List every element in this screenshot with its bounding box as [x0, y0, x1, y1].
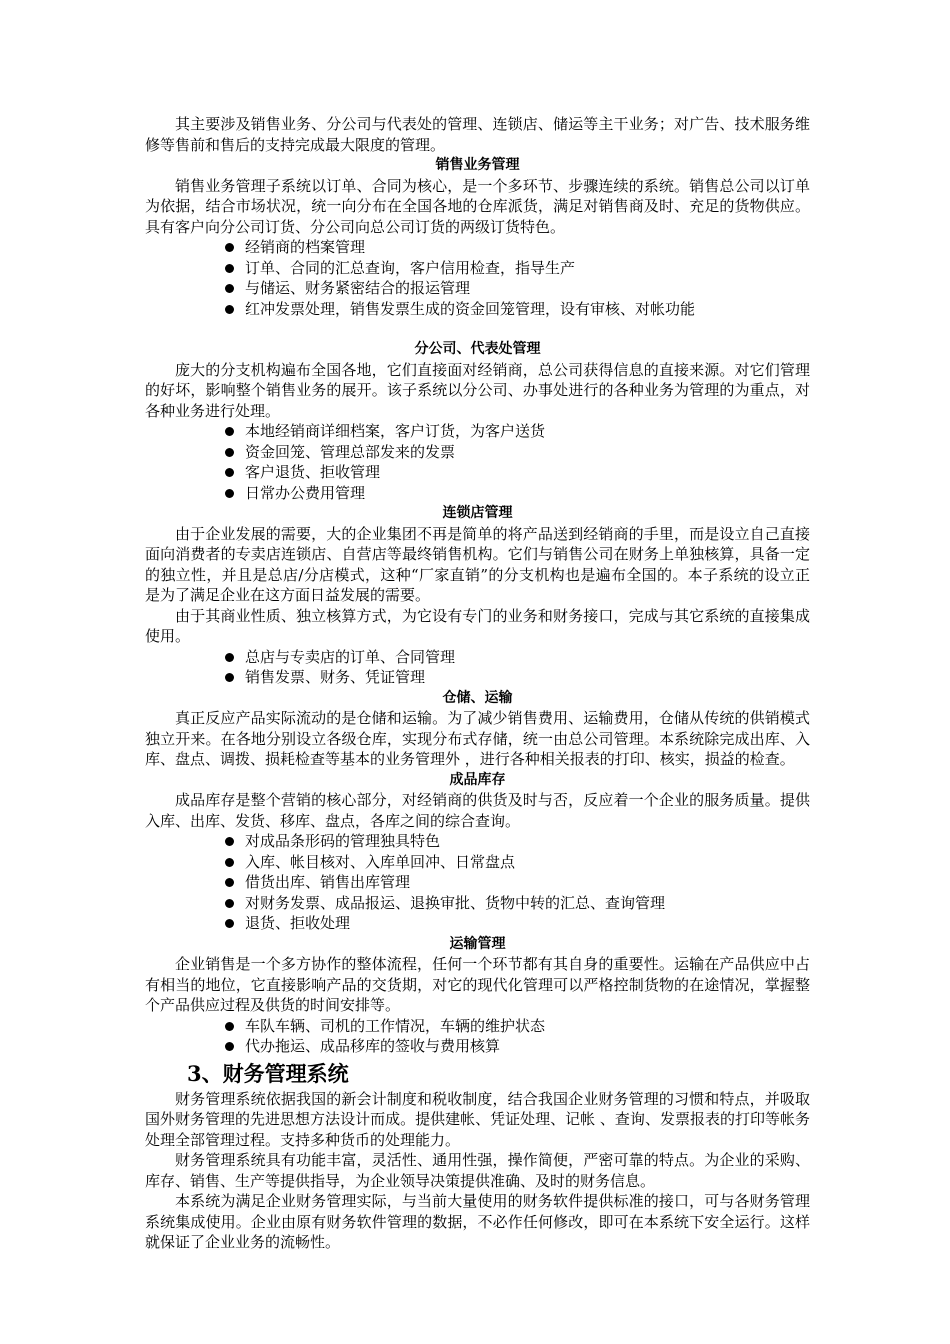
- bullet-icon: [225, 653, 234, 662]
- list-item: 代办拖运、成品移库的签收与费用核算: [225, 1036, 810, 1057]
- finance-paragraph-1: 财务管理系统依据我国的新会计制度和税收制度，结合我国企业财务管理的习惯和特点，并吸取国外财务管理的先进思想方法设计而成。提供建帐、凭证处理、记帐 、查询、发票报表的打印等帐务处理全部管理过程。支持多种货币的处理能力。: [145, 1089, 810, 1149]
- transport-paragraph: 企业销售是一个多方协作的整体流程，任何一个环节都有其自身的重要性。运输在产品供应中占有相当的地位，它直接影响产品的交货期，对它的现代化管理可以严格控制货物的在途情况，掌握整个产品供应过程及供货的时间安排等。: [145, 955, 810, 1014]
- list-item: 退货、拒收处理: [225, 913, 810, 934]
- sales-paragraph: 销售业务管理子系统以订单、合同为核心，是一个多环节、步骤连续的系统。销售总公司以订单为依据，结合市场状况，统一向分布在全国各地的仓库派货，满足对销售商及时、充足的货物供应。具有客户向分公司订货、分公司向总公司订货的两级订货特色。: [145, 176, 810, 236]
- chain-bullet-list: [145, 647, 810, 688]
- list-item: 对成品条形码的管理独具特色: [225, 831, 810, 852]
- list-item: 红冲发票处理，销售发票生成的资金回笼管理，设有审核、对帐功能: [225, 299, 810, 320]
- list-item: 客户退货、拒收管理: [225, 462, 810, 483]
- section-heading-inventory: 成品库存: [449, 771, 506, 788]
- bullet-icon: [225, 673, 234, 682]
- bullet-icon: [225, 468, 234, 477]
- section-heading-storage: 仓储、运输: [442, 689, 513, 706]
- finance-paragraph-2: 财务管理系统具有功能丰富，灵活性、通用性强，操作简便，严密可靠的特点。为企业的采购、库存、销售、生产等提供指导，为企业领导决策提供准确、及时的财务信息。: [145, 1151, 810, 1190]
- inventory-bullet-list: [145, 831, 810, 934]
- chapter-heading-finance: 3、财务管理系统: [187, 1060, 349, 1086]
- branch-bullet-list: [145, 421, 810, 503]
- section-heading-sales: 销售业务管理: [435, 157, 520, 173]
- list-item: 经销商的档案管理: [225, 237, 810, 258]
- section-heading-branch: 分公司、代表处管理: [414, 341, 541, 357]
- bullet-icon: [225, 899, 234, 908]
- bullet-icon: [225, 837, 234, 846]
- list-item: 订单、合同的汇总查询，客户信用检查，指导生产: [225, 258, 810, 279]
- section-heading-chain: 连锁店管理: [442, 505, 513, 521]
- bullet-icon: [225, 264, 234, 273]
- document-page: [145, 114, 810, 1253]
- storage-paragraph: 真正反应产品实际流动的是仓储和运输。为了减少销售费用、运输费用，仓储从传统的供销模式独立开来。在各地分别设立各级仓库，实现分布式存储，统一由总公司管理。本系统除完成出库、入库、盘点、调拨、损耗检查等基本的业务管理外 ，进行各种相关报表的打印、核实，损益的检查。: [145, 709, 810, 768]
- bullet-icon: [225, 243, 234, 252]
- finance-paragraph-3: 本系统为满足企业财务管理实际，与当前大量使用的财务软件提供标准的接口，可与各财务管理系统集成使用。企业由原有财务软件管理的数据，不必作任何修改，即可在本系统下安全运行。这样就保证了企业业务的流畅性。: [145, 1192, 810, 1251]
- transport-bullet-list: [145, 1016, 810, 1057]
- bullet-icon: [225, 1042, 234, 1051]
- bullet-icon: [225, 878, 234, 887]
- bullet-icon: [225, 427, 234, 436]
- bullet-icon: [225, 919, 234, 928]
- inventory-paragraph: 成品库存是整个营销的核心部分，对经销商的供货及时与否，反应着一个企业的服务质量。提供入库、出库、发货、移库、盘点，各库之间的综合查询。: [145, 791, 810, 830]
- bullet-icon: [225, 448, 234, 457]
- list-item: 本地经销商详细档案，客户订货，为客户送货: [225, 421, 810, 442]
- list-item: 销售发票、财务、凭证管理: [225, 667, 810, 688]
- list-item: 资金回笼、管理总部发来的发票: [225, 442, 810, 463]
- bullet-icon: [225, 858, 234, 867]
- branch-paragraph: 庞大的分支机构遍布全国各地，它们直接面对经销商，总公司获得信息的直接来源。对它们管理的好坏，影响整个销售业务的展开。该子系统以分公司、办事处进行的各种业务为管理的为重点，对各种业务进行处理。: [145, 360, 810, 420]
- bullet-icon: [225, 1022, 234, 1031]
- bullet-icon: [225, 489, 234, 498]
- bullet-icon: [225, 305, 234, 314]
- list-item: 借货出库、销售出库管理: [225, 872, 810, 893]
- intro-paragraph: 其主要涉及销售业务、分公司与代表处的管理、连锁店、储运等主干业务；对广告、技术服务维修等售前和售后的支持完成最大限度的管理。: [145, 115, 810, 154]
- section-heading-transport: 运输管理: [449, 935, 506, 952]
- list-item: 与储运、财务紧密结合的报运管理: [225, 278, 810, 299]
- bullet-icon: [225, 284, 234, 293]
- sales-bullet-list: [145, 237, 810, 319]
- list-item: 入库、帐目核对、入库单回冲、日常盘点: [225, 852, 810, 873]
- list-item: 总店与专卖店的订单、合同管理: [225, 647, 810, 668]
- list-item: 日常办公费用管理: [225, 483, 810, 504]
- list-item: 对财务发票、成品报运、退换审批、货物中转的汇总、查询管理: [225, 893, 810, 914]
- list-item: 车队车辆、司机的工作情况，车辆的维护状态: [225, 1016, 810, 1037]
- chain-paragraph-1: 由于企业发展的需要，大的企业集团不再是简单的将产品送到经销商的手里，而是设立自己直接面向消费者的专卖店连锁店、自营店等最终销售机构。它们与销售公司在财务上单独核算，具备一定的独立性，并且是总店/分店模式，这种“厂家直销”的分支机构也是遍布全国的。本子系统的设立正是为了满足企业在这方面日益发展的需要。: [145, 524, 810, 604]
- chain-paragraph-2: 由于其商业性质、独立核算方式，为它设有专门的业务和财务接口，完成与其它系统的直接集成使用。: [145, 606, 810, 645]
